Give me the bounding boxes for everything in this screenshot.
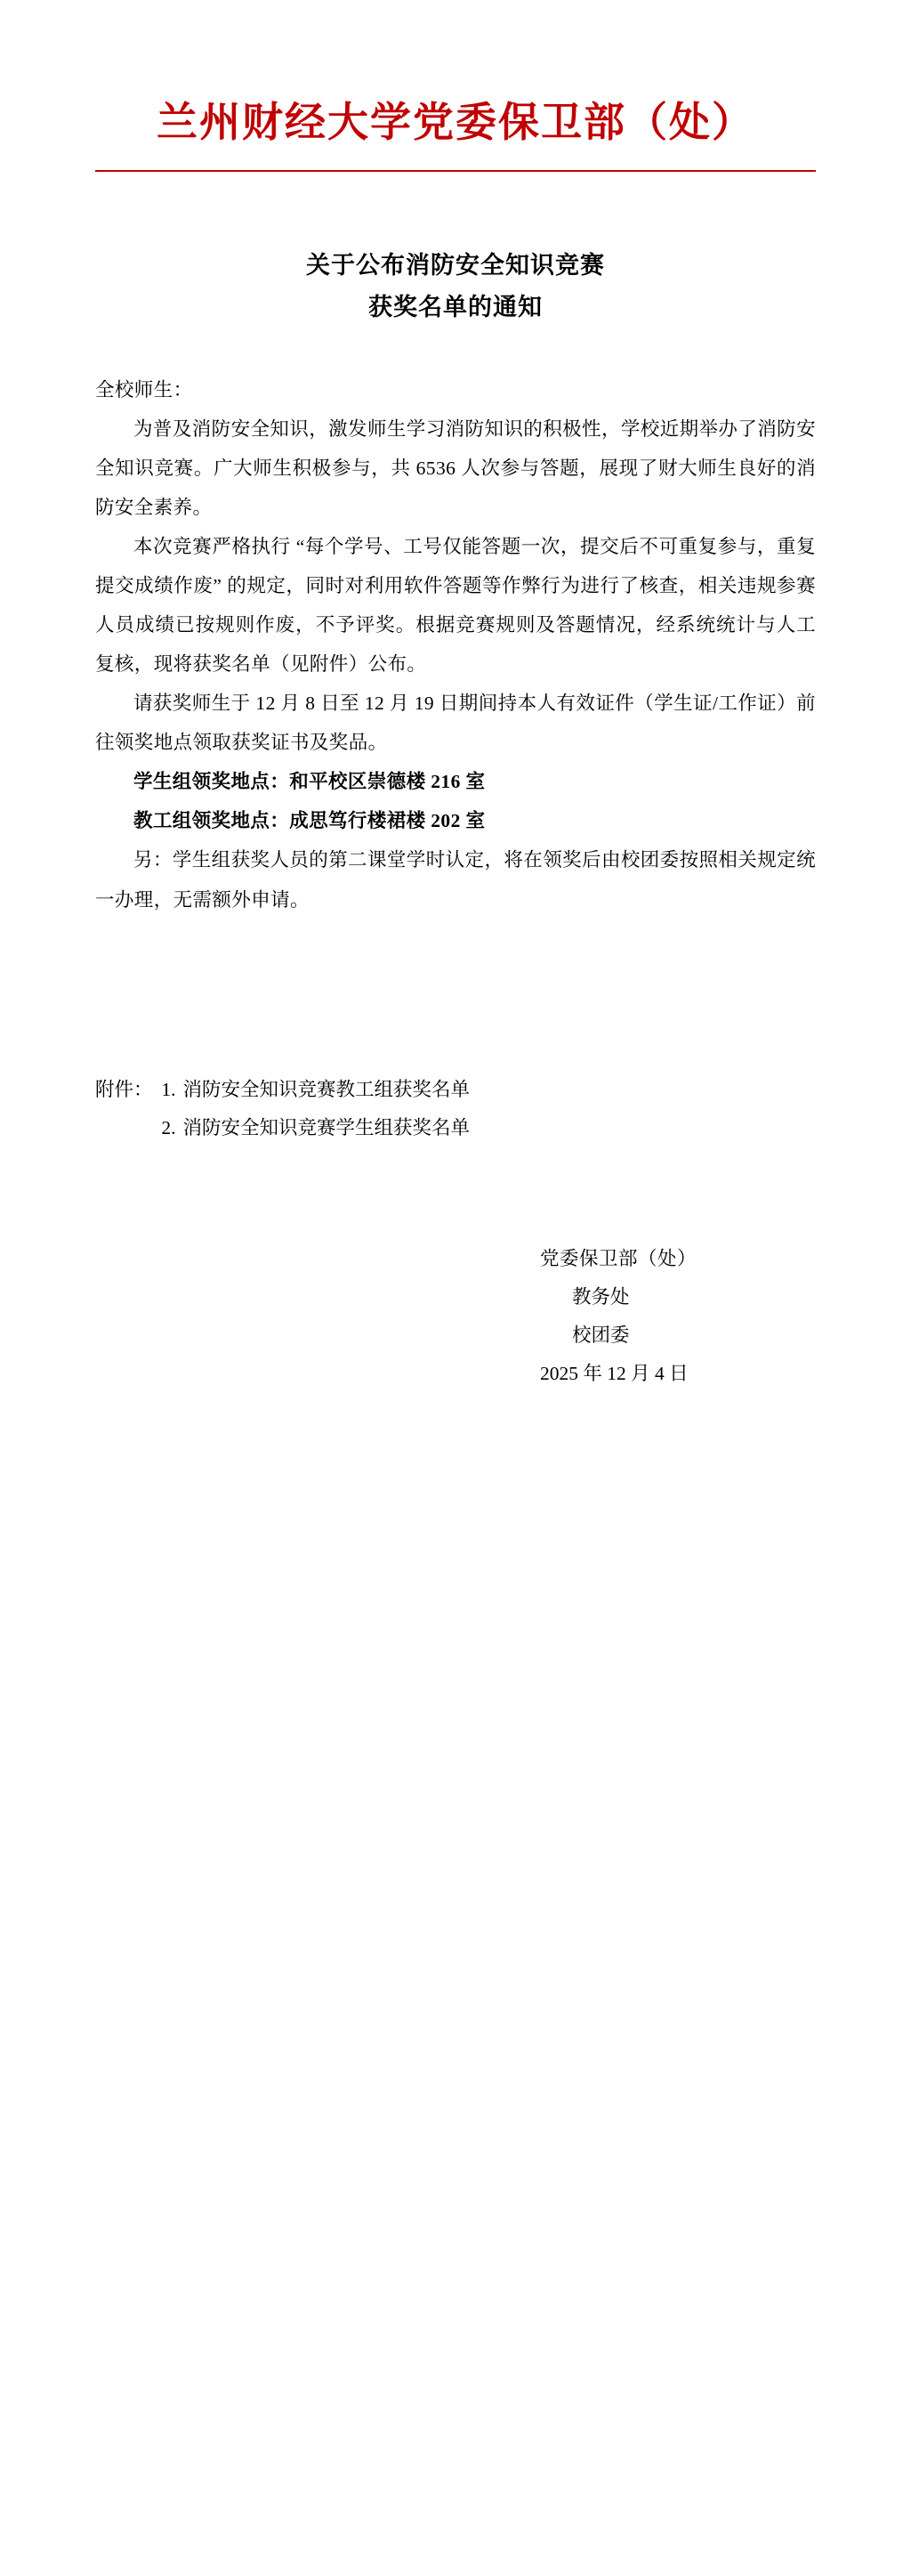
document-title (95, 245, 816, 329)
award-location-students: 学生组领奖地点：和平校区崇德楼 216 室 (133, 771, 486, 793)
salutation: 全校师生： (95, 378, 193, 401)
paragraph-2: 本次竞赛严格执行 “每个学号、工号仅能答题一次，提交后不可重复参与，重复提交成绩作废” 的规定，同时对利用软件答题等作弊行为进行了核查，相关违规参赛人员成绩已按规则作废，不予评奖。根据竞赛规则及答题情况，经系统统计与人工复核，现将获奖名单（见附件）公布。 (95, 535, 816, 676)
letterhead-title: 兰州财经大学党委保卫部（处） (157, 100, 754, 145)
paragraph-1: 为普及消防安全知识，激发师生学习消防知识的积极性，学校近期举办了消防安全知识竞赛。广大师生积极参与，共 6536 人次参与答题，展现了财大师生良好的消防安全素养。 (95, 417, 816, 518)
attachment-number-2: 2. (161, 1116, 176, 1138)
list-item (153, 1109, 471, 1147)
attachment-number-1: 1. (161, 1078, 176, 1100)
paragraph-3: 请获奖师生于 12 月 8 日至 12 月 19 日期间持本人有效证件（学生证/工作证）前往领奖地点领取获奖证书及奖品。 (95, 693, 816, 754)
letterhead-divider (95, 170, 816, 172)
bottom-spacer (95, 1393, 816, 1891)
signature-org-1: 党委保卫部（处） (540, 1247, 697, 1269)
attachments-list (153, 1071, 471, 1147)
list-item (153, 1071, 471, 1109)
document-title-line-2: 获奖名单的通知 (368, 294, 543, 321)
attachments-row (95, 1071, 816, 1147)
attachment-text-2: 消防安全知识竞赛学生组获奖名单 (182, 1116, 471, 1138)
document-title-line-1: 关于公布消防安全知识竞赛 (306, 252, 605, 279)
award-location-staff: 教工组领奖地点：成思笃行楼裙楼 202 室 (133, 810, 486, 832)
signature-date: 2025 年 12 月 4 日 (540, 1362, 689, 1384)
attachment-text-1: 消防安全知识竞赛教工组获奖名单 (182, 1078, 471, 1100)
signature-org-3: 校团委 (572, 1324, 630, 1346)
signature-org-2: 教务处 (572, 1285, 630, 1308)
signature-block (95, 1240, 816, 1393)
attachments-label: 附件： (95, 1078, 153, 1100)
attachments-block (95, 1071, 816, 1147)
paragraph-final: 另：学生组获奖人员的第二课堂学时认定，将在领奖后由校团委按照相关规定统一办理，无需额外申请。 (95, 849, 816, 911)
content-spacer (95, 919, 816, 1071)
document-content (95, 370, 816, 919)
document-body (95, 0, 816, 1891)
